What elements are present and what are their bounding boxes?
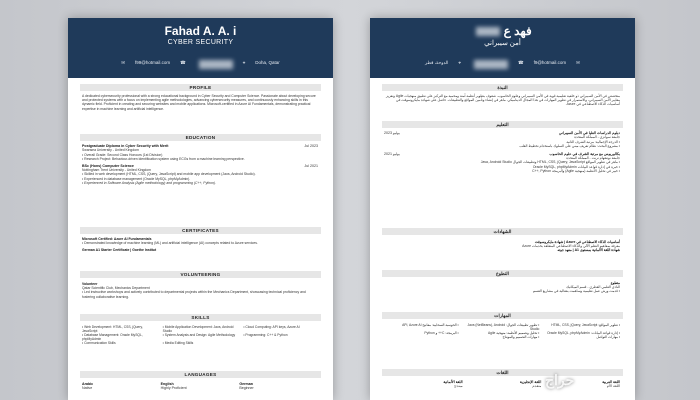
edu-point: • ماهر في تطوير المواقع HTML, CSS, jQuery, JavaScript وتطبيقات الجوال Java, Android Studio <box>480 160 620 165</box>
email-icon: ✉ <box>121 60 125 65</box>
edu-school: جامعة سوانزي - المملكة المتحدة <box>574 135 620 140</box>
resume-title: CYBER SECURITY <box>167 39 234 46</box>
edu-point: • خبير في تحليل الأنظمة (منهجية Agile) والبرمجة C++, Python <box>532 168 620 173</box>
certificates-list <box>384 240 620 253</box>
location-text: الدوحة، قطر <box>425 60 449 65</box>
edu-school: جامعة نوتنغهام ترنت - المملكة المتحدة <box>566 156 620 161</box>
skill-item: • تحليل وتصميم الأنظمة: منهجية Agile <box>487 331 540 336</box>
watermark-logo: حراج <box>545 372 575 388</box>
cert-name: شهادة اللغة الألمانية بمستوى A1 | معهد جوته <box>557 248 620 253</box>
section-certificates: CERTIFICATES <box>80 227 321 234</box>
edu-date: يوليو 2021 <box>384 151 400 156</box>
edu-degree: دبلوم الدراسات العليا في الأمن السيبراني <box>558 131 620 135</box>
vol-org: النادي العلمي القطري - قسم الميكانيك <box>565 285 620 290</box>
edu-degree: Postgraduate Diploma in Cyber Security with Merit <box>82 144 169 148</box>
volunteering-block <box>82 282 318 299</box>
vol-org: Qatar Scientific Club, Mechanics Department <box>82 286 150 291</box>
edu-degree: بكالوريوس مع مرتبة الشرف في علوم الحاسوب <box>549 151 620 156</box>
section-profile: النبذة <box>382 84 623 91</box>
contact-bar <box>376 60 629 69</box>
cert-desc: معرفة بمفاهيم التعلم الآلي والذكاء الاصطناعي المتعلقة بخدمات Azure <box>522 244 620 249</box>
skill-item: • مهارات التواصل <box>596 335 620 340</box>
edu-date: Jul 2023 <box>304 144 318 148</box>
resume-page-arabic <box>370 18 635 400</box>
section-languages: LANGUAGES <box>80 371 321 378</box>
email-icon: ✉ <box>576 60 580 65</box>
edu-point: • Overall Grade: Second Class Honours (1st Division) <box>82 152 163 157</box>
section-education: EDUCATION <box>80 134 321 141</box>
skill-item: • Web Development: HTML, CSS, jQuery, JavaScript <box>82 325 143 334</box>
section-volunteering: التطوع <box>382 270 623 277</box>
language-item: Arabic Native <box>82 382 94 391</box>
edu-point: • خبرة في إدارة قواعد البيانات Oracle MySQL, phpMyAdmin <box>532 164 620 169</box>
vol-desc: • قدمت ورش عمل تعليمية وساهمت بفعالية في مشاريع القسم <box>532 289 620 294</box>
education-list <box>384 131 620 173</box>
edu-point: • Experienced in Software Analysis (Agile methodology) and programming (C++, Python). <box>82 180 216 185</box>
language-item: اللغة العربية اللغة الأم <box>602 380 620 389</box>
edu-date: يوليو 2023 <box>384 131 400 135</box>
edu-point: • مشروع البحث: نظام تعريف مبني على السلوك باستخدام تخطيط القلب <box>519 143 620 148</box>
language-item: اللغة الألمانية مبتدئ <box>443 380 463 389</box>
resume-header <box>68 18 333 78</box>
section-certificates: الشهادات <box>382 228 623 235</box>
skill-item: • Communication Skills <box>82 341 116 346</box>
skill-item: • تطوير المواقع: HTML, CSS, jQuery, JavaScript <box>551 323 620 327</box>
edu-point: • Research Project: Behaviour-driven identification system using ECGs from a machine learning perspective. <box>82 156 245 161</box>
language-item: English Highly Proficient <box>160 382 187 391</box>
skill-item: • البرمجة: C++ و Python <box>424 331 459 336</box>
volunteering-block <box>384 281 620 294</box>
edu-date: Jul 2021 <box>304 163 318 168</box>
languages-grid <box>82 382 318 391</box>
cert-name: German A1 Starter Certificate | Goethe Institut <box>82 248 157 253</box>
edu-point: • الدرجة الإجمالية: مرتبة الشرف الثانية <box>566 139 620 144</box>
profile-text: A dedicated cybersecurity professional with a strong educational background in Cyber Security and Computer Science. Passionate about developing secure and protected systems with a focus on implementing agile methodologies, advancing cybersecurity measures, and continuously enhancing skills in this dynamic field. Proficient in creating and securing websites and mobile applications. Microsoft-certified in Azure AI Fundamentals, demonstrating practical expertise in machine learning and artificial intelligence. <box>82 94 316 111</box>
phone-redacted <box>199 60 233 69</box>
section-profile: PROFILE <box>80 84 321 91</box>
cert-name: أساسيات الذكاء الاصطناعي في Azure | شهادة مايكروسوفت <box>534 240 620 244</box>
language-item: اللغة الإنجليزية متقدم <box>519 380 542 389</box>
email-text: f99@hotmail.com <box>135 60 171 65</box>
edu-point: • Skilled in web development (HTML, CSS, jQuery, JavaScript) and mobile app development (Java, Android Studio). <box>82 172 256 177</box>
edu-point: • Experienced in database management (Oracle MySQL, phpMyAdmin). <box>82 176 191 181</box>
vol-desc: • Led instructive workshops and actively contributed to departmental projects within the Mechanics Department, showcasing technical proficiency and fostering collaborative learning. <box>82 290 306 299</box>
section-skills: المهارات <box>382 312 623 319</box>
edu-school: Swansea University - United Kingdom <box>82 148 139 153</box>
language-item: German Beginner <box>239 382 254 391</box>
skill-item: • Cloud Computing: API keys, Azure AI <box>243 325 300 329</box>
section-education: التعليم <box>382 121 623 128</box>
edu-school: Nottingham Trent University - United Kingdom <box>82 168 151 173</box>
cert-desc: • Demonstrated knowledge of machine learning (ML) and artificial intelligence (AI) concepts related to Azure services. <box>82 241 258 246</box>
skill-item: • مهارات التصميم والمونتاج <box>502 335 540 340</box>
phone-icon: ☎ <box>180 60 186 65</box>
phone-icon: ☎ <box>517 60 524 65</box>
resume-header <box>370 18 635 78</box>
vol-role: متطوع <box>610 281 620 285</box>
skill-item: • System Analysis and Design: Agile Methodology <box>162 333 236 338</box>
skill-item: • Mobile Application Development: Java, Android Studio <box>162 325 234 334</box>
email-text: f9@hotmail.com <box>533 60 567 65</box>
skill-item: • تطوير تطبيقات الجوال: Java (NetBeans), Android Studio <box>467 323 540 332</box>
skill-item: • إدارة قواعد البيانات: Oracle MySQL, phpMyAdmin <box>547 331 620 336</box>
resume-name: فهد ع <box>370 24 635 38</box>
cert-name: Microsoft Certified: Azure AI Fundamentals <box>82 237 152 241</box>
skill-item: • الحوسبة السحابية: مفاتيح API, Azure AI <box>402 323 459 327</box>
vol-role: Volunteer <box>82 282 98 286</box>
certificates-list <box>82 237 318 253</box>
education-list <box>82 144 318 185</box>
contact-bar <box>74 60 327 69</box>
location-icon: ⌖ <box>458 60 461 65</box>
phone-redacted <box>474 60 508 69</box>
section-languages: اللغات <box>382 369 623 376</box>
location-icon: ⌖ <box>242 60 246 65</box>
name-redacted <box>476 27 500 36</box>
edu-degree: BSc (Hons) Computer Science <box>82 163 134 168</box>
skill-item: • Programming: C++ & Python <box>243 333 288 338</box>
skills-grid <box>82 325 318 345</box>
section-volunteering: VOLUNTEERING <box>80 271 321 278</box>
resume-name: Fahad A. A. i <box>164 24 237 38</box>
profile-text: متخصص في الأمن السيبراني ذو خلفية تعليمية قوية في الأمن السيبراني وعلوم الحاسوب. شغوف بتطوير أنظمة آمنة ومحمية مع التركيز على تطبيق منهجيات Agile وتعزيز معايير الأمن السيبراني، والاستمرار في تطوير المهارات في هذا المجال الديناميكي. ماهر في إنشاء وتأمين المواقع والتطبيقات. حاصل على شهادة مايكروسوفت في أساسيات الذكاء الاصطناعي في Azure. <box>386 94 620 107</box>
skill-item: • Media Editing Skills <box>162 341 194 346</box>
resume-page-english <box>68 18 333 400</box>
skill-item: • Database Management: Oracle MySQL, phpMyAdmin <box>82 333 143 342</box>
section-skills: SKILLS <box>80 314 321 321</box>
location-text: Doha, Qatar <box>255 60 280 65</box>
resume-title: أمن سيبراني <box>484 40 521 47</box>
skills-grid <box>384 323 620 339</box>
